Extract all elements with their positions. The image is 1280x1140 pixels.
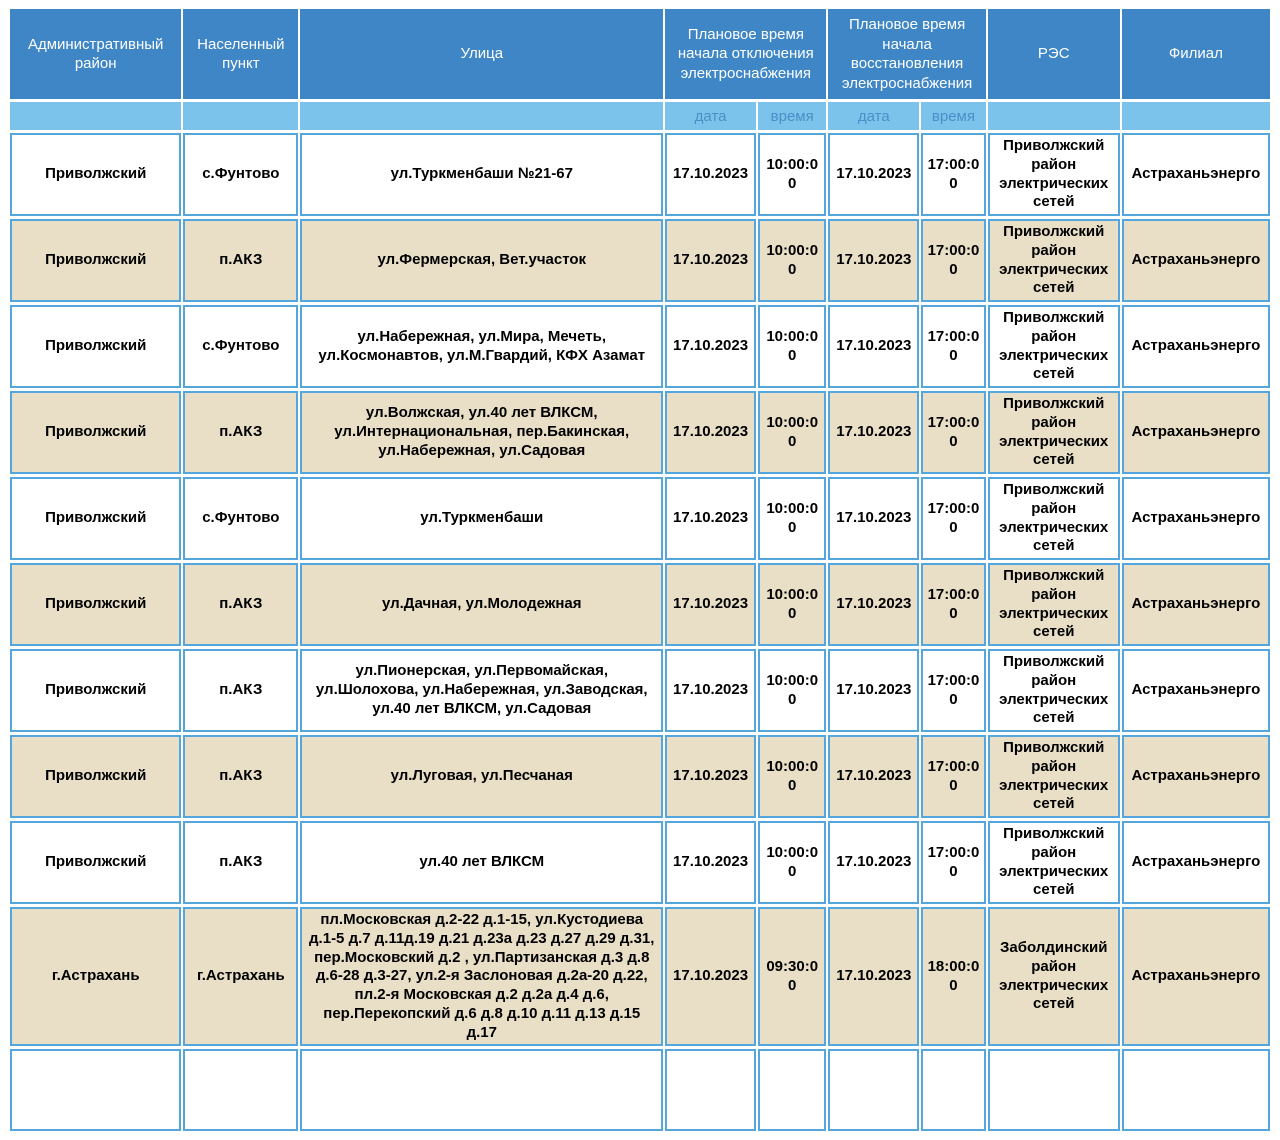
table-row (10, 907, 1270, 1046)
cell-district: Приволжский (10, 821, 181, 904)
cell-on-time: 17:00:00 (921, 563, 986, 646)
table-row (10, 391, 1270, 474)
cell-off-time: 10:00:00 (758, 305, 827, 388)
cell-off-time: 10:00:00 (758, 133, 827, 216)
cell-district: Приволжский (10, 649, 181, 732)
cell-on-date: 17.10.2023 (828, 391, 919, 474)
cell-on-time: 17:00:00 (921, 477, 986, 560)
table-row (10, 1049, 1270, 1131)
cell-settlement: п.АКЗ (183, 735, 298, 818)
subheader-on-date: дата (828, 102, 919, 130)
cell-on-date: 17.10.2023 (828, 563, 919, 646)
cell-on-time: 17:00:00 (921, 649, 986, 732)
header-outage-start: Плановое время начала отключения электроснабжения (665, 9, 826, 99)
cell-off-time: 10:00:00 (758, 735, 827, 818)
cell-off-time (758, 1049, 827, 1131)
cell-district: Приволжский (10, 133, 181, 216)
cell-on-time: 17:00:00 (921, 133, 986, 216)
outage-table (8, 6, 1272, 1134)
cell-street: ул.Дачная, ул.Молодежная (300, 563, 663, 646)
cell-off-date (665, 1049, 756, 1131)
cell-settlement: п.АКЗ (183, 821, 298, 904)
cell-on-time: 18:00:00 (921, 907, 986, 1046)
cell-off-time: 10:00:00 (758, 563, 827, 646)
cell-on-date: 17.10.2023 (828, 649, 919, 732)
cell-branch (1122, 1049, 1270, 1131)
header-admin-district: Административный район (10, 9, 181, 99)
cell-on-time: 17:00:00 (921, 821, 986, 904)
cell-on-date: 17.10.2023 (828, 305, 919, 388)
subheader-empty (300, 102, 663, 130)
cell-res: Приволжский район электрических сетей (988, 563, 1120, 646)
cell-off-date: 17.10.2023 (665, 563, 756, 646)
cell-settlement: г.Астрахань (183, 907, 298, 1046)
cell-on-date (828, 1049, 919, 1131)
cell-settlement: п.АКЗ (183, 563, 298, 646)
cell-district: г.Астрахань (10, 907, 181, 1046)
cell-district: Приволжский (10, 735, 181, 818)
cell-on-time: 17:00:00 (921, 391, 986, 474)
cell-street: ул.Луговая, ул.Песчаная (300, 735, 663, 818)
cell-off-time: 10:00:00 (758, 391, 827, 474)
cell-on-time: 17:00:00 (921, 219, 986, 302)
cell-off-date: 17.10.2023 (665, 477, 756, 560)
cell-branch: Астраханьэнерго (1122, 735, 1270, 818)
cell-on-date: 17.10.2023 (828, 219, 919, 302)
cell-off-date: 17.10.2023 (665, 821, 756, 904)
cell-branch: Астраханьэнерго (1122, 219, 1270, 302)
table-row (10, 219, 1270, 302)
table-row (10, 563, 1270, 646)
cell-off-date: 17.10.2023 (665, 907, 756, 1046)
cell-off-time: 10:00:00 (758, 219, 827, 302)
table-row (10, 821, 1270, 904)
cell-branch: Астраханьэнерго (1122, 821, 1270, 904)
header-res: РЭС (988, 9, 1120, 99)
cell-off-time: 10:00:00 (758, 649, 827, 732)
header-branch: Филиал (1122, 9, 1270, 99)
cell-res: Приволжский район электрических сетей (988, 735, 1120, 818)
cell-on-date: 17.10.2023 (828, 821, 919, 904)
subheader-row (10, 102, 1270, 130)
cell-res: Приволжский район электрических сетей (988, 477, 1120, 560)
cell-branch: Астраханьэнерго (1122, 305, 1270, 388)
table-row (10, 649, 1270, 732)
cell-res: Приволжский район электрических сетей (988, 649, 1120, 732)
table-row (10, 477, 1270, 560)
cell-branch: Астраханьэнерго (1122, 649, 1270, 732)
cell-street: пл.Московская д.2-22 д.1-15, ул.Кустодиева д.1-5 д.7 д.11д.19 д.21 д.23а д.23 д.27 д.29 д.31, пер.Московский д.2 , ул.Партизанская д.3 д.8 д.6-28 д.3-27, ул.2-я Заслоновая д.2а-20 д.22, пл.2-я Московская д.2 д.2а д.4 д.6, пер.Перекопский д.6 д.8 д.10 д.11 д.13 д.15 д.17 (300, 907, 663, 1046)
cell-off-date: 17.10.2023 (665, 305, 756, 388)
cell-district: Приволжский (10, 477, 181, 560)
cell-district: Приволжский (10, 563, 181, 646)
cell-on-date: 17.10.2023 (828, 133, 919, 216)
subheader-empty (183, 102, 298, 130)
subheader-empty (1122, 102, 1270, 130)
cell-off-date: 17.10.2023 (665, 391, 756, 474)
cell-on-date: 17.10.2023 (828, 907, 919, 1046)
header-restore-start: Плановое время начала восстановления электроснабжения (828, 9, 985, 99)
cell-on-time: 17:00:00 (921, 735, 986, 818)
header-settlement: Населенный пункт (183, 9, 298, 99)
cell-off-date: 17.10.2023 (665, 649, 756, 732)
cell-on-time: 17:00:00 (921, 305, 986, 388)
cell-settlement: п.АКЗ (183, 649, 298, 732)
cell-street: ул.Набережная, ул.Мира, Мечеть, ул.Космонавтов, ул.М.Гвардий, КФХ Азамат (300, 305, 663, 388)
cell-street: ул.Фермерская, Вет.участок (300, 219, 663, 302)
cell-branch: Астраханьэнерго (1122, 907, 1270, 1046)
cell-district: Приволжский (10, 305, 181, 388)
cell-street: ул.40 лет ВЛКСМ (300, 821, 663, 904)
table-row (10, 305, 1270, 388)
cell-off-time: 09:30:00 (758, 907, 827, 1046)
cell-branch: Астраханьэнерго (1122, 563, 1270, 646)
cell-res: Приволжский район электрических сетей (988, 391, 1120, 474)
cell-off-time: 10:00:00 (758, 821, 827, 904)
cell-on-time (921, 1049, 986, 1131)
cell-street: ул.Пионерская, ул.Первомайская, ул.Шолохова, ул.Набережная, ул.Заводская, ул.40 лет ВЛКСМ, ул.Садовая (300, 649, 663, 732)
cell-street: ул.Туркменбаши №21-67 (300, 133, 663, 216)
cell-branch: Астраханьэнерго (1122, 133, 1270, 216)
cell-settlement: п.АКЗ (183, 391, 298, 474)
cell-street: ул.Туркменбаши (300, 477, 663, 560)
cell-res: Приволжский район электрических сетей (988, 219, 1120, 302)
cell-street (300, 1049, 663, 1131)
cell-street: ул.Волжская, ул.40 лет ВЛКСМ, ул.Интернациональная, пер.Бакинская, ул.Набережная, ул.Садовая (300, 391, 663, 474)
cell-res: Заболдинский район электрических сетей (988, 907, 1120, 1046)
table-header (10, 9, 1270, 130)
cell-settlement: с.Фунтово (183, 305, 298, 388)
cell-on-date: 17.10.2023 (828, 735, 919, 818)
cell-off-date: 17.10.2023 (665, 133, 756, 216)
cell-settlement: с.Фунтово (183, 477, 298, 560)
cell-district (10, 1049, 181, 1131)
cell-res (988, 1049, 1120, 1131)
cell-settlement: с.Фунтово (183, 133, 298, 216)
cell-res: Приволжский район электрических сетей (988, 305, 1120, 388)
cell-off-date: 17.10.2023 (665, 735, 756, 818)
cell-district: Приволжский (10, 391, 181, 474)
cell-district: Приволжский (10, 219, 181, 302)
subheader-empty (988, 102, 1120, 130)
table-row (10, 735, 1270, 818)
cell-branch: Астраханьэнерго (1122, 477, 1270, 560)
subheader-on-time: время (921, 102, 986, 130)
cell-branch: Астраханьэнерго (1122, 391, 1270, 474)
cell-on-date: 17.10.2023 (828, 477, 919, 560)
table-row (10, 133, 1270, 216)
cell-off-time: 10:00:00 (758, 477, 827, 560)
table-body (10, 133, 1270, 1131)
subheader-empty (10, 102, 181, 130)
subheader-off-date: дата (665, 102, 756, 130)
subheader-off-time: время (758, 102, 827, 130)
cell-off-date: 17.10.2023 (665, 219, 756, 302)
cell-settlement: п.АКЗ (183, 219, 298, 302)
cell-res: Приволжский район электрических сетей (988, 133, 1120, 216)
cell-res: Приволжский район электрических сетей (988, 821, 1120, 904)
header-row (10, 9, 1270, 99)
header-street: Улица (300, 9, 663, 99)
cell-settlement (183, 1049, 298, 1131)
